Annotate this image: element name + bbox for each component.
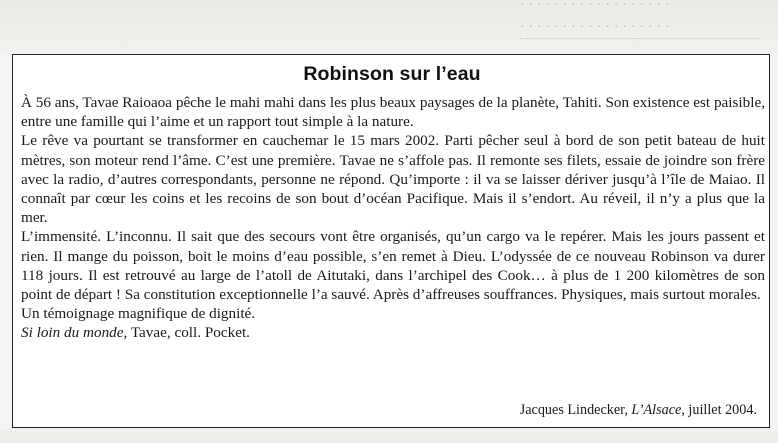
paragraph: Le rêve va pourtant se transformer en cauchemar le 15 mars 2002. Parti pêcher seul à bord de son petit bateau de huit mètres, son moteur rend l’âme. C’est une première. Tavae ne s’affole pas. Il remonte ses filets, essaie de joindre son frère avec la radio, d’autres correspondants, personne ne répond. Qu’importe : il va se laisser dériver jusqu’à l’île de Maiao. Il connaît par cœur les coins et les recoins de son bout d’océan Pacifique. Mais il s’endort. Au réveil, il n’y a plus que la mer.	[21, 132, 765, 227]
article-credit	[520, 402, 757, 419]
paragraph: À 56 ans, Tavae Raioaoa pêche le mahi mahi dans les plus beaux paysages de la planète, Tahiti. Son existence est paisible, entre une famille qui l’aime et un rapport tout simple à la nature.	[21, 94, 765, 131]
faded-previous-content: · · · · · · · · · · · · · · · · · ·	[520, 0, 670, 11]
credit-date: , juillet 2004.	[681, 402, 757, 418]
paragraph: L’immensité. L’inconnu. Il sait que des secours vont être organisés, qu’un cargo va le repérer. Mais les jours passent et rien. Il mange du poisson, boit le moins d’eau possible, s’en remet à Dieu. L’odyssée de ce nouveau Robinson va durer 118 jours. Il est retrouvé au large de l’atoll de Aitutaki, dans l’archipel des Cook… à plus de 1 200 kilomètres de son point de départ ! Sa constitution exceptionnelle l’a sauvé. Après d’affreuses souffrances. Physiques, mais surtout morales.	[21, 228, 765, 304]
faded-dotted-line	[520, 38, 760, 39]
article-box	[12, 54, 770, 428]
article-body	[21, 93, 765, 343]
background-page-bottom	[0, 430, 778, 443]
paragraph: Un témoignage magnifique de dignité.	[21, 305, 256, 323]
book-reference	[21, 323, 765, 342]
book-title: Si loin du monde	[21, 324, 124, 342]
book-details: , Tavae, coll. Pocket.	[123, 324, 250, 342]
credit-author: Jacques Lindecker,	[519, 402, 632, 418]
credit-journal: L’Alsace	[631, 402, 682, 418]
article-title: Robinson sur l’eau	[303, 63, 481, 85]
faded-previous-content: · · · · · · · · · · · · · · · · · ·	[520, 18, 670, 33]
